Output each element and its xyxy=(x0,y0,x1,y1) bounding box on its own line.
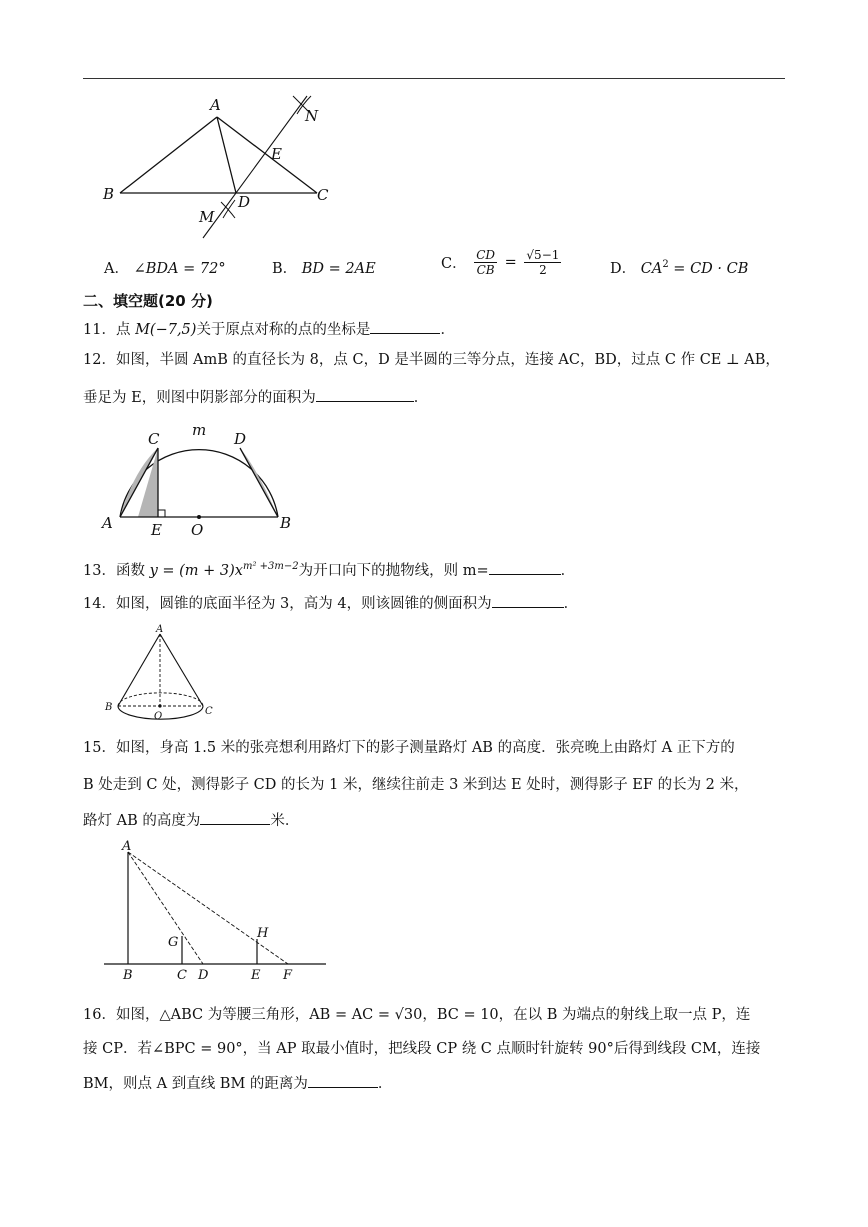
question-end: ． xyxy=(560,562,576,579)
fraction-numerator: CD xyxy=(476,248,496,262)
fraction-numerator: √5−1 xyxy=(526,248,560,262)
question-number: 11． xyxy=(83,322,116,338)
question-end: ． xyxy=(563,596,579,612)
label-C: C xyxy=(205,706,213,717)
question-end: ． xyxy=(440,322,455,338)
figure-q10 xyxy=(95,90,335,240)
answer-blank[interactable] xyxy=(370,318,440,334)
label-D: D xyxy=(238,193,251,211)
label-A: A xyxy=(122,839,132,854)
option-lhs: CA xyxy=(640,261,663,277)
answer-blank[interactable] xyxy=(316,386,414,402)
question-text: BM，则点 A 到直线 BM 的距离为 xyxy=(83,1076,308,1092)
question-text: 点 xyxy=(115,322,136,338)
question-number: 16． xyxy=(83,1007,116,1023)
label-E: E xyxy=(151,521,162,539)
label-A: A xyxy=(156,624,164,635)
option-letter: D． xyxy=(610,261,637,277)
label-B: B xyxy=(105,702,113,713)
question-text: 米． xyxy=(270,813,300,829)
question-text: B 处走到 C 处，测得影子 CD 的长为 1 米，继续往前走 3 米到达 E 处时，测得影子 EF 的长为 2 米， xyxy=(83,777,749,793)
label-B: B xyxy=(280,514,292,532)
label-D: D xyxy=(234,430,247,448)
section-title: 二、填空题(20 分) xyxy=(83,292,213,310)
question-15-line2 xyxy=(83,775,749,795)
top-rule xyxy=(83,78,785,79)
label-C: C xyxy=(148,430,160,448)
question-12-line2 xyxy=(83,386,428,408)
answer-blank[interactable] xyxy=(308,1072,378,1088)
question-text: 函数 xyxy=(115,562,150,579)
question-number: 12． xyxy=(83,352,116,368)
question-11 xyxy=(83,318,455,340)
label-C: C xyxy=(177,968,187,983)
q10-option-d xyxy=(610,257,748,278)
question-text: 如图，圆锥的底面半径为 3，高为 4，则该圆锥的侧面积为 xyxy=(115,596,492,612)
label-E: E xyxy=(271,145,282,163)
label-M: M xyxy=(199,208,215,226)
option-letter: A． xyxy=(104,261,129,277)
label-G: G xyxy=(168,935,179,950)
label-F: F xyxy=(283,968,293,983)
label-B: B xyxy=(123,968,133,983)
label-H: H xyxy=(257,926,269,941)
question-13 xyxy=(83,557,575,581)
fraction-cd-cb xyxy=(474,248,497,277)
question-12-line1 xyxy=(83,350,780,370)
question-text: 关于原点对称的点的坐标是 xyxy=(196,322,371,338)
label-E: E xyxy=(251,968,261,983)
question-16-line2 xyxy=(83,1039,760,1059)
q10-option-b xyxy=(272,257,376,278)
option-sup: 2 xyxy=(662,259,669,271)
question-text: 如图，半圆 AmB 的直径长为 8，点 C，D 是半圆的三等分点，连接 AC，BD，过点 C 作 CE ⊥ AB， xyxy=(115,352,780,368)
option-expr: ∠BDA = 72° xyxy=(133,261,226,277)
label-D: D xyxy=(198,968,209,983)
question-text: 为开口向下的抛物线，则 m= xyxy=(298,562,489,579)
math-expr: M(−7,5) xyxy=(135,322,197,338)
option-letter: C． xyxy=(441,256,467,272)
question-number: 13． xyxy=(83,562,116,579)
answer-blank[interactable] xyxy=(489,559,561,575)
equals-sign: = xyxy=(504,254,517,271)
question-text: 如图，身高 1.5 米的张亮想利用路灯下的影子测量路灯 AB 的高度．张亮晚上由路灯 A 正下方的 xyxy=(115,740,735,756)
question-16-line3 xyxy=(83,1072,392,1094)
figure-q15 xyxy=(100,838,332,983)
answer-blank[interactable] xyxy=(492,592,564,608)
fraction-golden xyxy=(524,248,561,277)
question-text: 如图，△ABC 为等腰三角形，AB = AC = √30，BC = 10，在以 B 为端点的射线上取一点 P，连 xyxy=(115,1007,751,1023)
question-text: 路灯 AB 的高度为 xyxy=(83,813,201,829)
figure-q14 xyxy=(100,622,220,722)
math-expr: y = (m + 3)x xyxy=(149,562,243,579)
label-C: C xyxy=(317,186,329,204)
question-number: 15． xyxy=(83,740,116,756)
question-14 xyxy=(83,592,578,614)
option-expr: BD = 2AE xyxy=(301,261,376,277)
q10-option-a xyxy=(104,257,226,278)
question-16-line1 xyxy=(83,1005,750,1025)
question-end: ． xyxy=(377,1076,393,1092)
question-15-line1 xyxy=(83,738,735,758)
question-text: 垂足为 E，则图中阴影部分的面积为 xyxy=(83,390,316,406)
option-letter: B． xyxy=(272,261,298,277)
fraction-denominator: CB xyxy=(476,263,495,277)
question-text: 接 CP．若∠BPC = 90°，当 AP 取最小值时，把线段 CP 绕 C 点顺时针旋转 90°后得到线段 CM，连接 xyxy=(83,1041,761,1057)
label-m: m xyxy=(192,421,207,439)
label-B: B xyxy=(103,185,115,203)
label-O: O xyxy=(154,711,163,722)
label-O: O xyxy=(191,521,204,539)
option-rhs: = CD · CB xyxy=(668,261,749,277)
fraction-denominator: 2 xyxy=(539,263,547,277)
question-end: ． xyxy=(413,390,429,406)
label-A: A xyxy=(102,514,113,532)
question-15-line3 xyxy=(83,809,299,831)
math-exponent: m² +3m−2 xyxy=(242,561,299,572)
figure-q12 xyxy=(98,420,298,540)
q10-option-c xyxy=(441,248,564,277)
answer-blank[interactable] xyxy=(200,809,270,825)
label-A: A xyxy=(210,96,221,114)
label-N: N xyxy=(305,107,319,125)
question-number: 14． xyxy=(83,596,116,612)
